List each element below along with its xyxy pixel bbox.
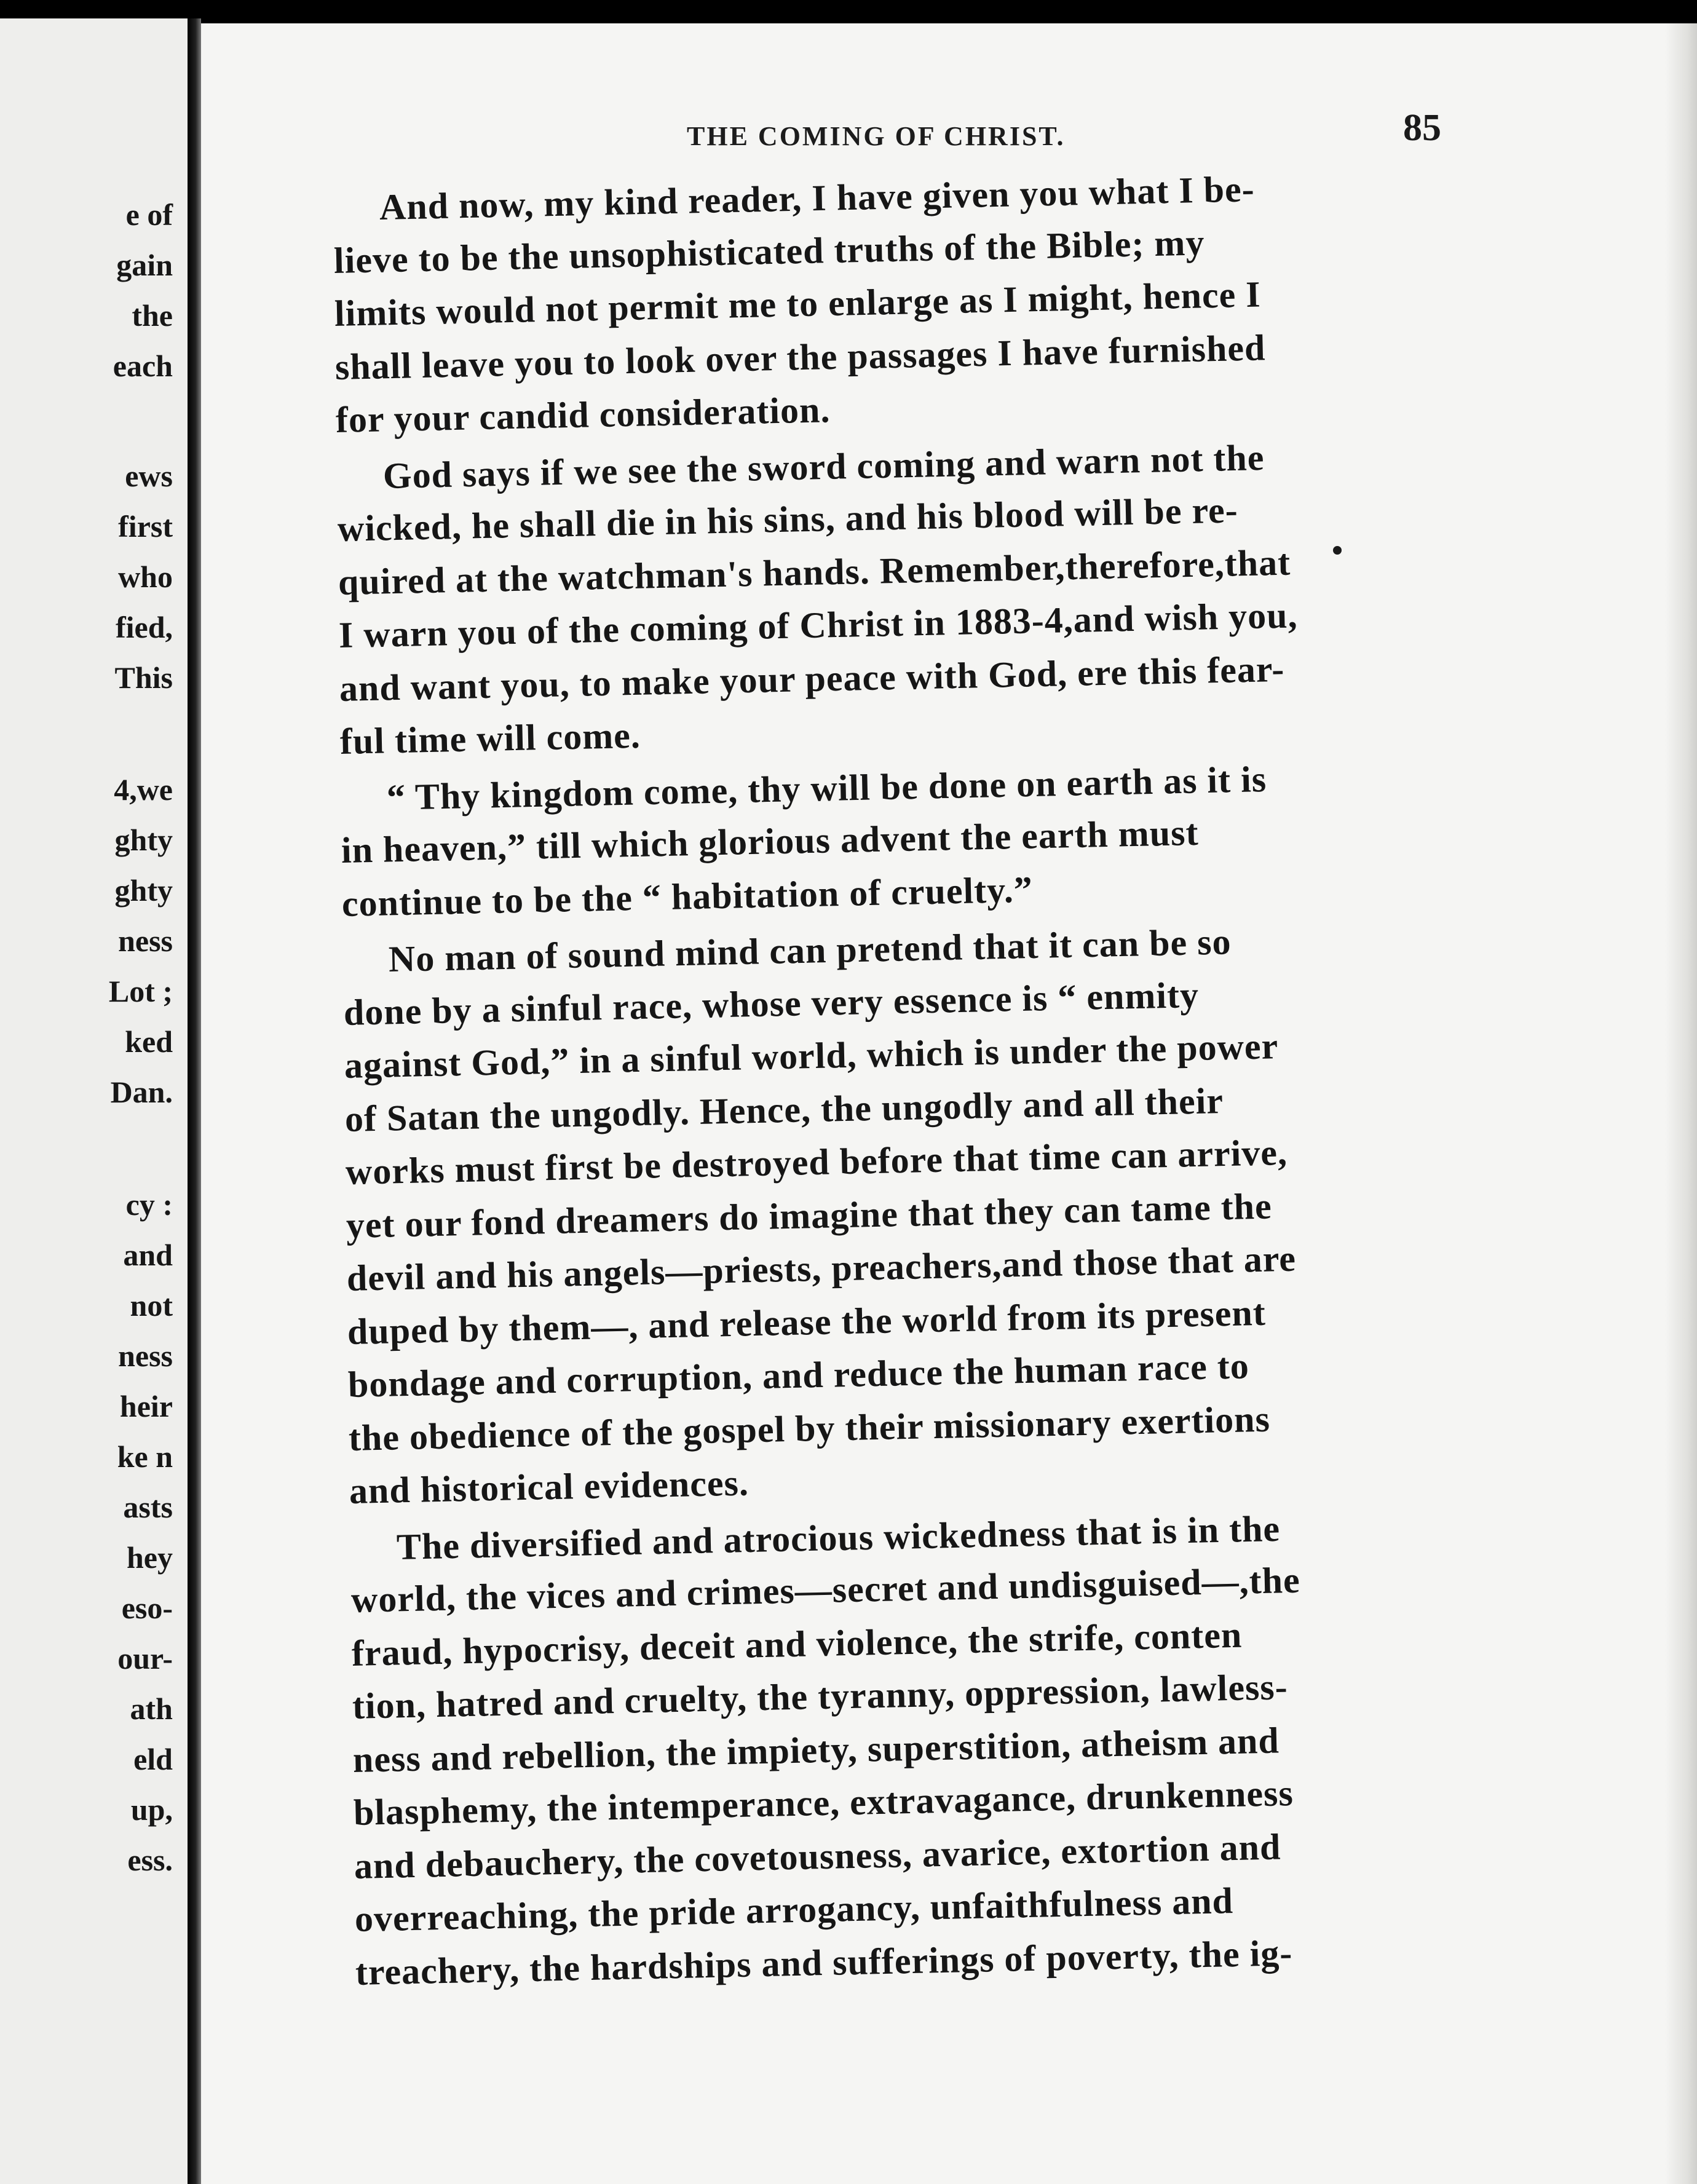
left-page-line-fragment: ess. — [127, 1843, 173, 1877]
body-line: No man of sound mind can pretend that it can be so — [388, 921, 1232, 979]
body-line: fraud, hypocrisy, deceit and violence, the strife, conten — [350, 1614, 1243, 1674]
body-line: duped by them—, and release the world from its present — [347, 1292, 1267, 1352]
body-line: limits would not permit me to enlarge as I might, hence I — [334, 274, 1262, 334]
body-line: against God,” in a sinful world, which is under the power — [343, 1026, 1279, 1086]
left-page-line-fragment: ness — [118, 1339, 173, 1373]
left-page-line-fragment: eso- — [121, 1591, 173, 1625]
body-line: “ Thy kingdom come, thy will be done on earth as it is — [386, 758, 1267, 818]
page-number: 85 — [1403, 107, 1441, 149]
body-line: works must first be destroyed before that time can arrive, — [345, 1131, 1288, 1192]
left-page-line-fragment: Lot ; — [108, 974, 173, 1008]
left-page-line-fragment: ews — [125, 459, 173, 493]
body-line: And now, my kind reader, I have given you what I be- — [379, 168, 1256, 228]
left-page-line-fragment: ghty — [114, 873, 173, 908]
left-page-line-fragment: and — [123, 1238, 173, 1272]
left-page-line-fragment: ghty — [114, 823, 173, 857]
body-line: and want you, to make your peace with God, ere this fear- — [339, 648, 1285, 709]
left-page-line-fragment: first — [118, 509, 173, 544]
left-page-line-fragment: our- — [117, 1641, 173, 1676]
body-line: in heaven,” till which glorious advent the earth must — [341, 812, 1200, 871]
left-page-line-fragment: eld — [133, 1742, 173, 1776]
left-page-line-fragment: each — [113, 349, 173, 383]
body-line: ness and rebellion, the impiety, superstition, atheism and — [352, 1719, 1280, 1780]
body-line: tion, hatred and cruelty, the tyranny, oppression, lawless- — [352, 1666, 1289, 1727]
body-line: bondage and corruption, and reduce the human race to — [347, 1345, 1250, 1405]
left-page-fragment — [0, 18, 188, 2184]
page-edge-shadow — [1665, 23, 1697, 2184]
left-page-line-fragment: not — [130, 1288, 173, 1323]
body-line: ful time will come. — [339, 714, 641, 762]
left-page-line-fragment: up, — [130, 1792, 173, 1827]
body-line: The diversified and atrocious wickedness that is in the — [395, 1508, 1281, 1567]
body-line: yet our fond dreamers do imagine that they can tame the — [346, 1185, 1273, 1246]
left-page-line-fragment: fied, — [115, 610, 173, 644]
body-line: blasphemy, the intemperance, extravagance, drunkenness — [353, 1772, 1294, 1833]
left-page-line-fragment: 4,we — [114, 772, 173, 807]
left-page-line-fragment: Dan. — [110, 1075, 173, 1109]
left-page-line-fragment: ke n — [117, 1439, 173, 1474]
body-line: devil and his angels—priests, preachers,and those that are — [346, 1238, 1297, 1299]
body-line: done by a sinful race, whose very essence is “ enmity — [342, 974, 1200, 1033]
book-gutter — [188, 18, 201, 2184]
body-line: I warn you of the coming of Christ in 1883-4,and wish you, — [338, 595, 1298, 655]
body-line: continue to be the “ habitation of cruelty.” — [341, 868, 1034, 924]
body-line: world, the vices and crimes—secret and undisguised—,the — [350, 1559, 1300, 1620]
body-line: the obedience of the gospel by their missionary exertions — [348, 1398, 1271, 1458]
body-line: and debauchery, the covetousness, avarice, extortion and — [354, 1826, 1282, 1886]
body-line: quired at the watchman's hands. Remember,therefore,that — [337, 542, 1291, 603]
body-line: treachery, the hardships and sufferings of poverty, the ig- — [355, 1932, 1294, 1993]
left-page-line-fragment: ness — [118, 924, 173, 958]
body-line: God says if we see the sword coming and warn not the — [382, 437, 1265, 496]
body-line: shall leave you to look over the passages I have furnished — [334, 326, 1267, 387]
right-page — [201, 23, 1697, 2184]
body-line: of Satan the ungodly. Hence, the ungodly and all their — [344, 1080, 1224, 1139]
body-line: for your candid consideration. — [335, 389, 831, 440]
body-line: and historical evidences. — [349, 1462, 750, 1511]
left-page-line-fragment: ath — [130, 1691, 173, 1726]
left-page-line-fragment: cy : — [125, 1187, 173, 1222]
left-page-line-fragment: ked — [125, 1024, 173, 1059]
left-page-line-fragment: the — [132, 298, 173, 333]
left-page-line-fragment: e of — [125, 197, 173, 232]
body-line: wicked, he shall die in his sins, and his blood will be re- — [336, 489, 1238, 549]
left-page-line-fragment: This — [114, 660, 173, 695]
ink-speck — [1333, 546, 1342, 555]
left-page-line-fragment: asts — [123, 1490, 173, 1524]
body-line: lieve to be the unsophisticated truths of the Bible; my — [333, 221, 1206, 281]
left-page-line-fragment: gain — [116, 248, 173, 282]
body-line: overreaching, the pride arrogancy, unfaithfulness and — [354, 1880, 1234, 1939]
running-head: THE COMING OF CHRIST. — [687, 121, 1066, 151]
left-page-line-fragment: heir — [119, 1389, 173, 1423]
left-page-line-fragment: who — [118, 560, 173, 594]
left-page-line-fragment: hey — [127, 1540, 173, 1575]
